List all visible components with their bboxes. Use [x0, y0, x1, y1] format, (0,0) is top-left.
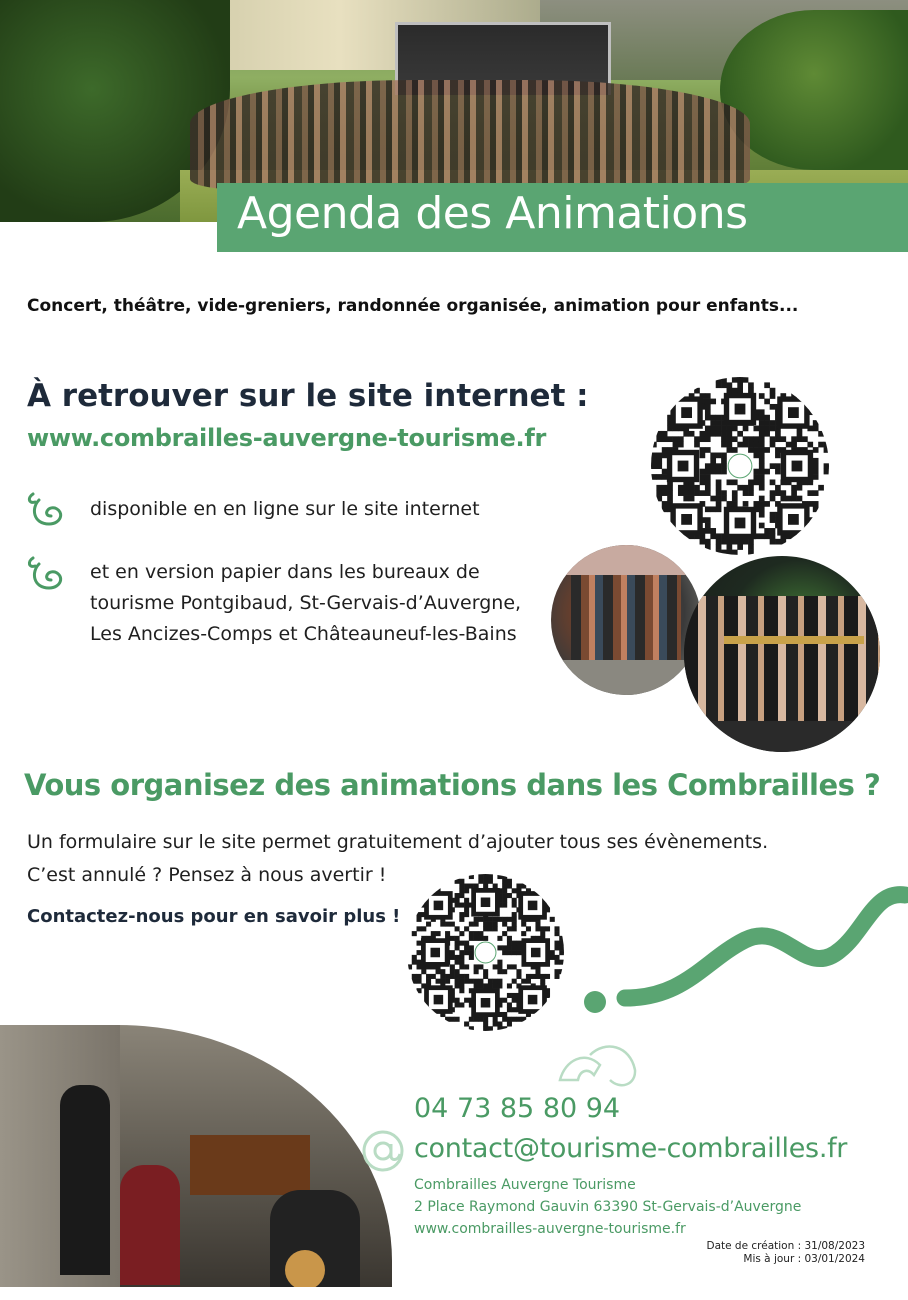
- swirl-bullet-icon: [25, 488, 69, 532]
- bullet-online: disponible en en ligne sur le site internet: [90, 498, 480, 520]
- intro-text: Concert, théâtre, vide-greniers, randonnée organisée, animation pour enfants...: [27, 296, 799, 316]
- footer-website-link[interactable]: www.combrailles-auvergne-tourisme.fr: [414, 1221, 686, 1237]
- website-heading: À retrouver sur le site internet :: [27, 378, 589, 414]
- contact-cta: Contactez-nous pour en savoir plus !: [27, 906, 401, 927]
- brass-band-photo: [684, 556, 880, 752]
- qr-code-icon[interactable]: [651, 377, 829, 555]
- organisation-info: Combrailles Auvergne Tourisme 2 Place Raymond Gauvin 63390 St-Gervais-d’Auvergne www.combrailles-auvergne-tourisme.fr: [414, 1174, 801, 1240]
- page-title: Agenda des Animations: [237, 188, 748, 239]
- organisers-heading: Vous organisez des animations dans les Combrailles ?: [24, 768, 881, 802]
- market-photo: [551, 545, 701, 695]
- email-link[interactable]: contact@tourisme-combrailles.fr: [414, 1133, 848, 1164]
- phone-number[interactable]: 04 73 85 80 94: [414, 1093, 621, 1124]
- wave-decoration: [575, 880, 908, 1020]
- website-link[interactable]: www.combrailles-auvergne-tourisme.fr: [27, 424, 547, 452]
- chamber-music-photo: [0, 1025, 392, 1287]
- organisers-text: Un formulaire sur le site permet gratuitement d’ajouter tous ses évènements. C’est annulé ? Pensez à nous avertir !: [27, 831, 769, 886]
- bullet-paper: et en version papier dans les bureaux de tourisme Pontgibaud, St-Gervais-d’Auvergne, Les Ancizes-Comps et Châteauneuf-les-Bains: [90, 561, 522, 645]
- at-sign-icon: [360, 1128, 406, 1174]
- document-dates: Date de création : 31/08/2023 Mis à jour : 03/01/2024: [706, 1240, 865, 1265]
- swirl-bullet-icon: [25, 552, 69, 596]
- qr-code-icon[interactable]: [407, 874, 564, 1031]
